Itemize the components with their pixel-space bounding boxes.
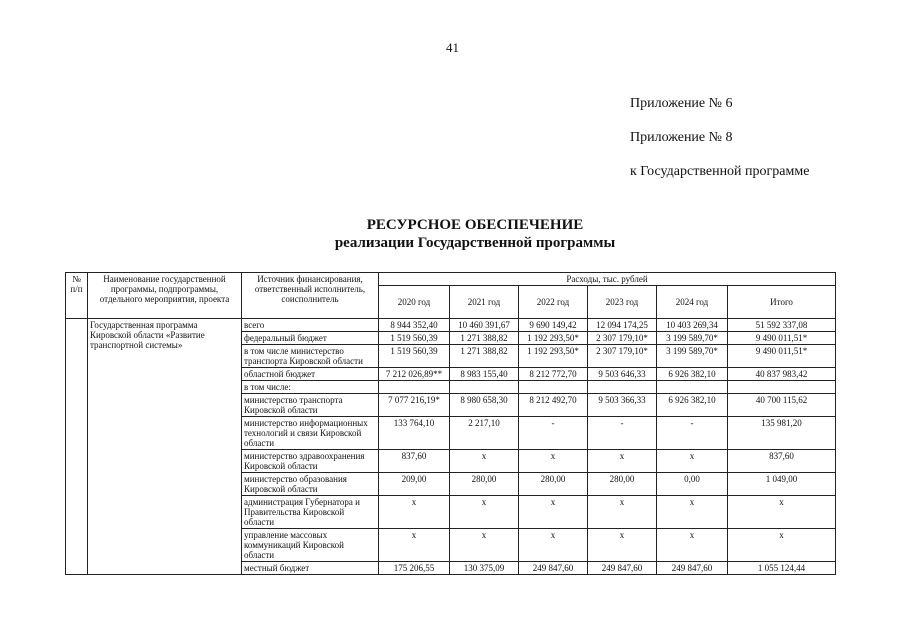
year-value-cell: х [519,496,588,529]
year-value-cell: 6 926 382,10 [657,368,728,381]
year-value-cell [519,381,588,394]
year-value-cell: х [519,529,588,562]
table-row [66,319,836,332]
header-total: Итого [728,286,836,319]
year-value-cell: 2 307 179,10* [588,345,657,368]
year-value-cell: х [450,450,519,473]
source-cell: федеральный бюджет [242,332,379,345]
total-value-cell: х [728,529,836,562]
title-line-1: РЕСУРСНОЕ ОБЕСПЕЧЕНИЕ [366,217,584,233]
total-value-cell: 9 490 011,51* [728,345,836,368]
header-year: 2020 год [379,286,450,319]
year-value-cell: 3 199 589,70* [657,345,728,368]
year-value-cell: х [379,496,450,529]
source-cell: областной бюджет [242,368,379,381]
year-value-cell: 12 094 174,25 [588,319,657,332]
year-value-cell: 9 690 149,42 [519,319,588,332]
year-value-cell: 8 212 772,70 [519,368,588,381]
appendix-line-1: Приложение № 6 [630,96,733,111]
appendix-line-3: к Государственной программе [630,164,810,179]
total-value-cell: х [728,496,836,529]
source-cell: администрация Губернатора и Правительства Кировской области [242,496,379,529]
year-value-cell: 1 271 388,82 [450,345,519,368]
year-value-cell: 1 519 560,39 [379,345,450,368]
year-value-cell: х [588,529,657,562]
year-value-cell: 1 519 560,39 [379,332,450,345]
year-value-cell: 175 206,55 [379,562,450,575]
year-value-cell: х [450,496,519,529]
year-value-cell: х [379,529,450,562]
table-body [66,319,836,575]
source-cell: министерство образования Кировской области [242,473,379,496]
total-value-cell: 51 592 337,08 [728,319,836,332]
resource-table [65,272,836,575]
source-cell: управление массовых коммуникаций Кировской области [242,529,379,562]
year-value-cell: 7 212 026,89** [379,368,450,381]
year-value-cell: 6 926 382,10 [657,394,728,417]
total-value-cell: 9 490 011,51* [728,332,836,345]
year-value-cell: 249 847,60 [657,562,728,575]
year-value-cell: 3 199 589,70* [657,332,728,345]
year-value-cell [588,381,657,394]
header-year: 2021 год [450,286,519,319]
year-value-cell: 8 980 658,30 [450,394,519,417]
header-name: Наименование государственной программы, подпрограммы, отдельного мероприятия, проекта [88,273,242,319]
source-cell: в том числе министерство транспорта Кировской области [242,345,379,368]
total-value-cell: 1 055 124,44 [728,562,836,575]
source-cell: министерство информационных технологий и связи Кировской области [242,417,379,450]
year-value-cell [379,381,450,394]
year-value-cell: 10 403 269,34 [657,319,728,332]
year-value-cell: 8 983 155,40 [450,368,519,381]
total-value-cell: 1 049,00 [728,473,836,496]
year-value-cell: х [588,496,657,529]
year-value-cell [450,381,519,394]
year-value-cell: 9 503 646,33 [588,368,657,381]
year-value-cell [657,381,728,394]
total-value-cell: 40 837 983,42 [728,368,836,381]
header-year: 2023 год [588,286,657,319]
header-source: Источник финансирования, ответственный исполнитель, соисполнитель [242,273,379,319]
year-value-cell: 133 764,10 [379,417,450,450]
total-value-cell: 837,60 [728,450,836,473]
year-value-cell: 2 217,10 [450,417,519,450]
source-cell: министерство здравоохранения Кировской области [242,450,379,473]
header-year: 2022 год [519,286,588,319]
source-cell: местный бюджет [242,562,379,575]
year-value-cell: х [519,450,588,473]
source-cell: всего [242,319,379,332]
total-value-cell [728,381,836,394]
source-cell: министерство транспорта Кировской области [242,394,379,417]
year-value-cell: 10 460 391,67 [450,319,519,332]
program-name-cell: Государственная программа Кировской области «Развитие транспортной системы» [88,319,242,575]
year-value-cell: 1 271 388,82 [450,332,519,345]
total-value-cell: 135 981,20 [728,417,836,450]
document-title [0,216,905,252]
year-value-cell: 1 192 293,50* [519,332,588,345]
year-value-cell: х [450,529,519,562]
year-value-cell: 280,00 [519,473,588,496]
year-value-cell: 249 847,60 [588,562,657,575]
year-value-cell: 209,00 [379,473,450,496]
source-cell: в том числе: [242,381,379,394]
header-num: № п/п [66,273,88,319]
appendix-line-2: Приложение № 8 [630,130,733,145]
year-value-cell: 130 375,09 [450,562,519,575]
total-value-cell: 40 700 115,62 [728,394,836,417]
year-value-cell: х [588,450,657,473]
page-number: 41 [446,40,459,55]
year-value-cell: - [588,417,657,450]
title-line-2: реализации Государственной программы [334,235,616,251]
header-expenses: Расходы, тыс. рублей [379,273,836,286]
year-value-cell: 8 212 492,70 [519,394,588,417]
year-value-cell: - [657,417,728,450]
year-value-cell: х [657,529,728,562]
year-value-cell: х [657,496,728,529]
year-value-cell: 1 192 293,50* [519,345,588,368]
year-value-cell: 280,00 [450,473,519,496]
year-value-cell: 280,00 [588,473,657,496]
year-value-cell: 2 307 179,10* [588,332,657,345]
year-value-cell: 7 077 216,19* [379,394,450,417]
row-number-cell [66,319,88,575]
year-value-cell: 0,00 [657,473,728,496]
year-value-cell: 9 503 366,33 [588,394,657,417]
header-year: 2024 год [657,286,728,319]
year-value-cell: х [657,450,728,473]
year-value-cell: - [519,417,588,450]
year-value-cell: 8 944 352,40 [379,319,450,332]
year-value-cell: 837,60 [379,450,450,473]
year-value-cell: 249 847,60 [519,562,588,575]
